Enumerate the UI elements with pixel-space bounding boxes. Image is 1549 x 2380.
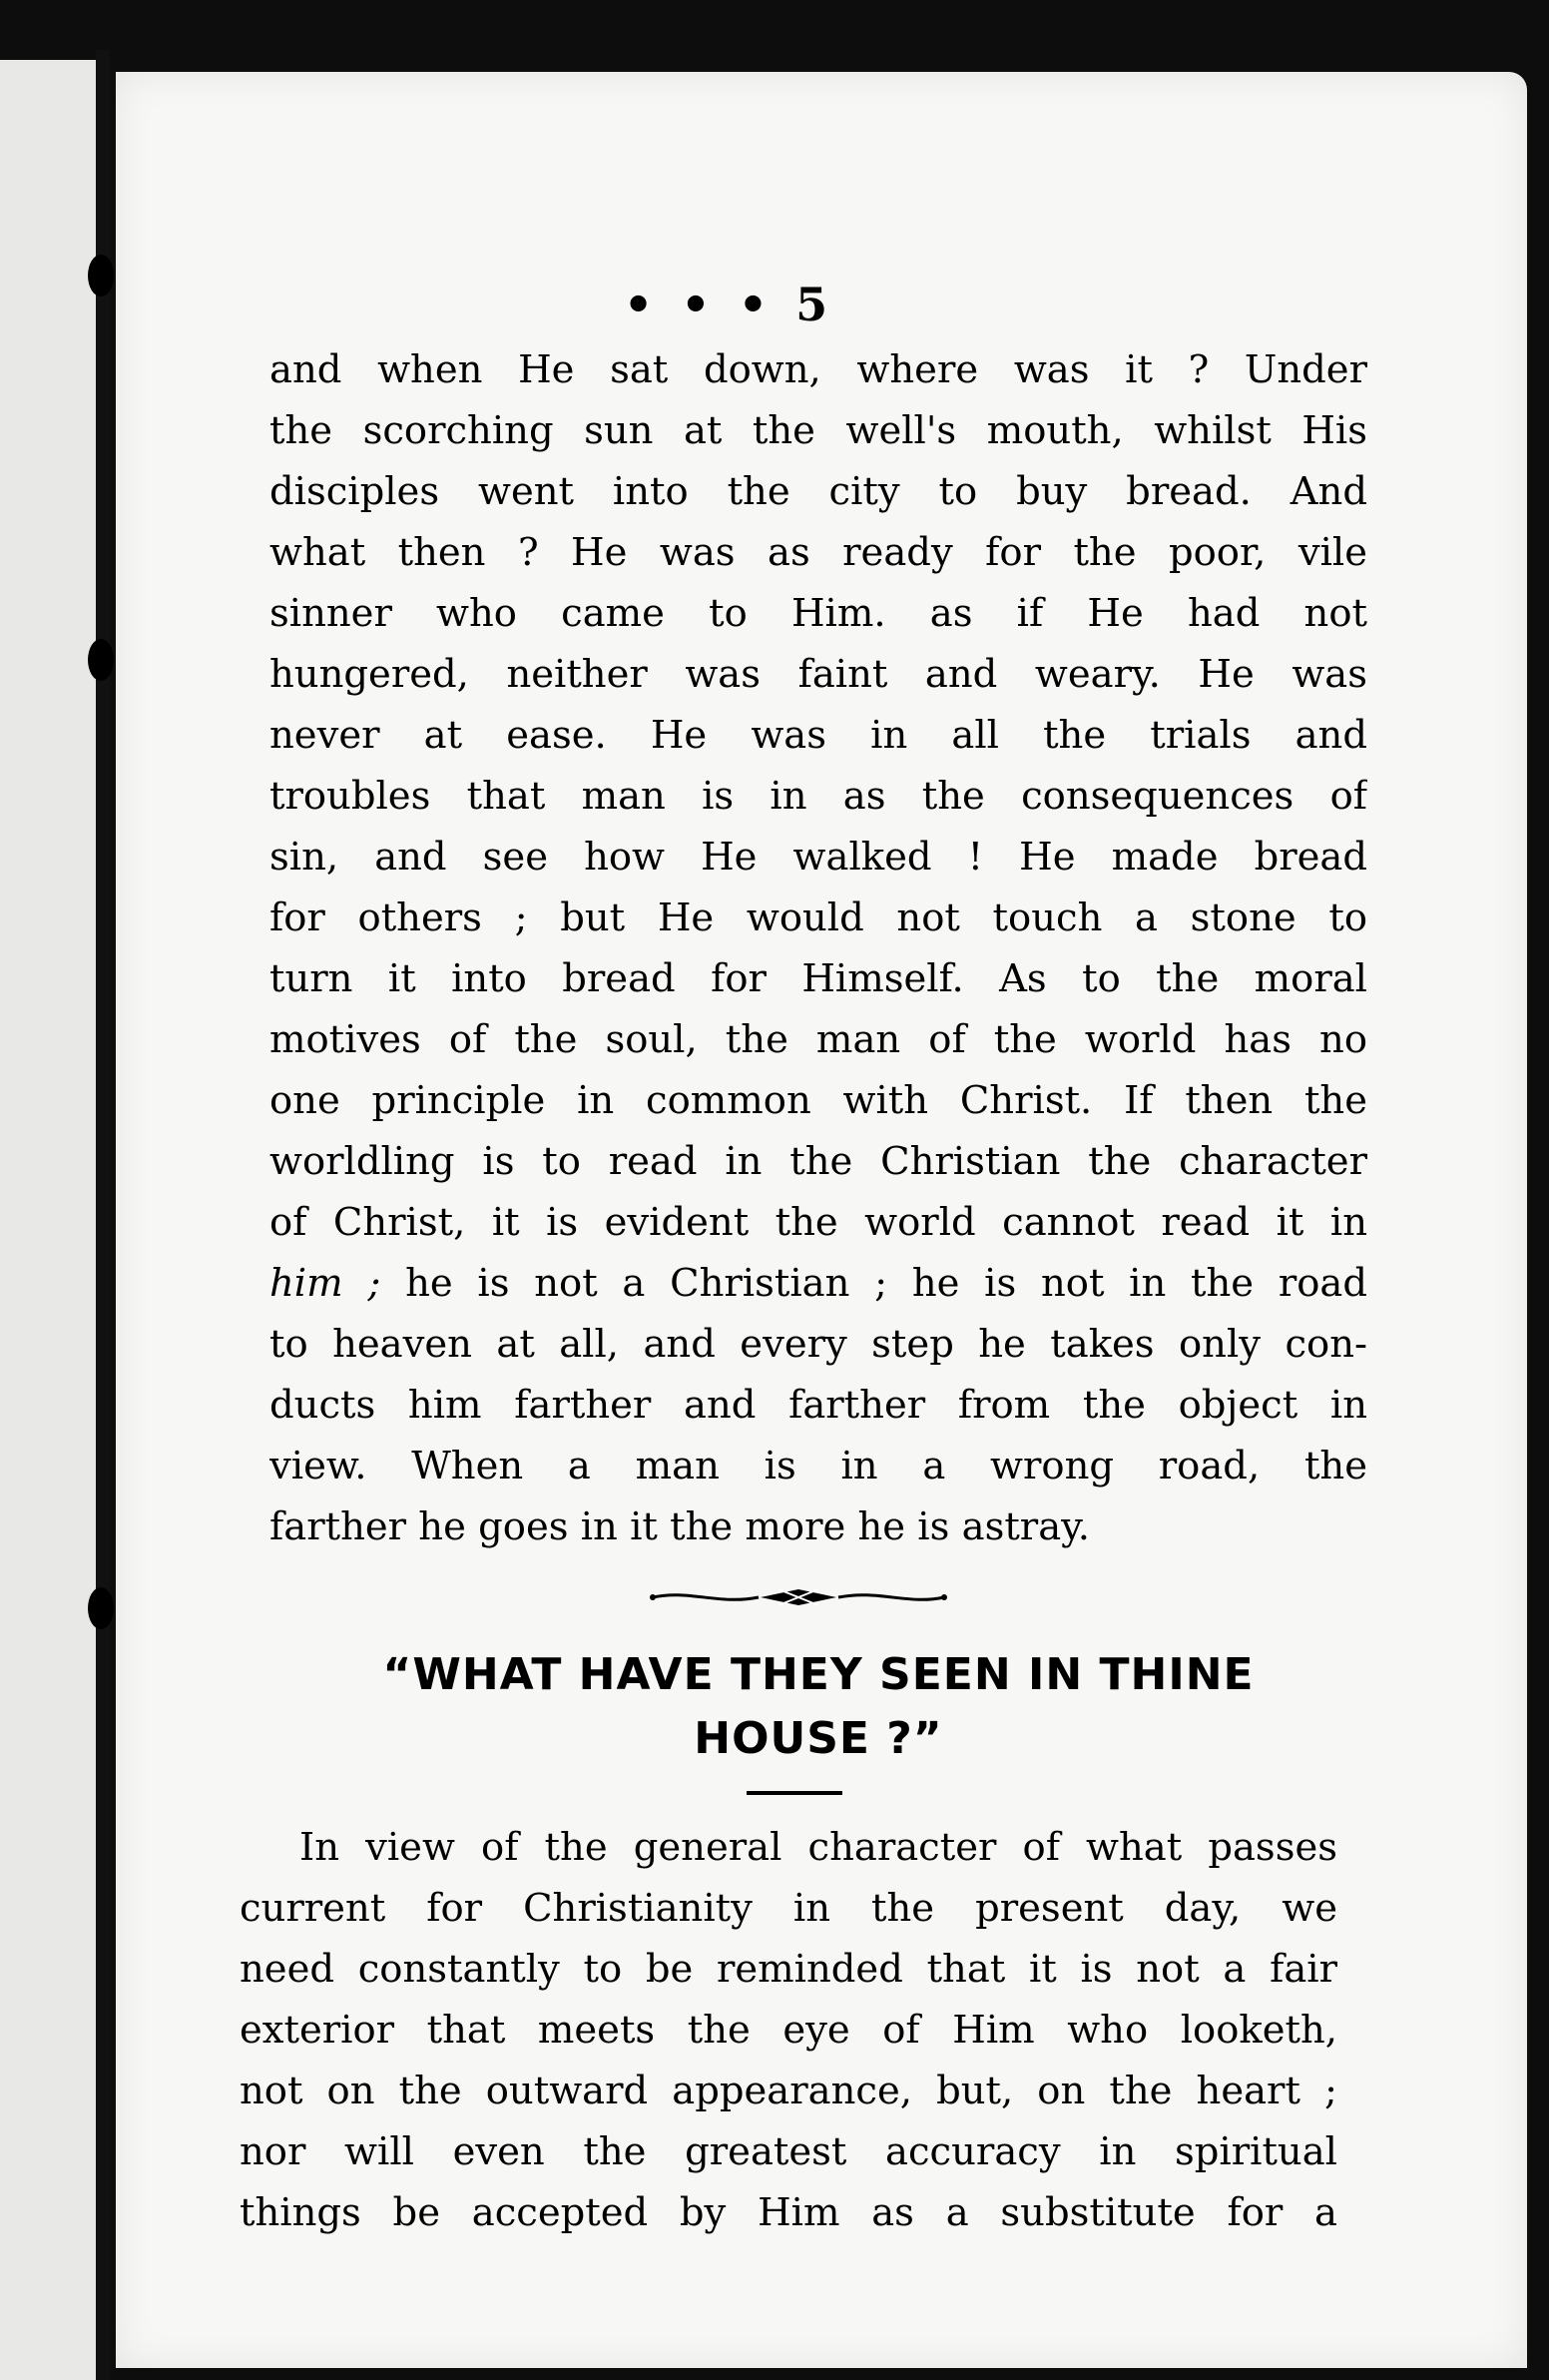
text-line: In view of the general character of what passes [299, 1825, 1337, 1870]
italic-word: him ; [269, 1261, 381, 1306]
binding-stitch [88, 1587, 114, 1629]
text-line: never at ease. He was in all the trials and [269, 713, 1367, 758]
text-line: the scorching sun at the well's mouth, whilst His [269, 408, 1367, 453]
heading-line: “WHAT HAVE THEY SEEN IN THINE [382, 1649, 1255, 1700]
heading-rule [747, 1791, 842, 1795]
text-line: farther he goes in it the more he is astray. [269, 1504, 1091, 1549]
text-line: hungered, neither was faint and weary. He was [269, 652, 1367, 697]
text-line: view. When a man is in a wrong road, the [269, 1444, 1367, 1488]
text-line: turn it into bread for Himself. As to the moral [269, 956, 1367, 1001]
text-line: one principle in common with Christ. If then the [269, 1078, 1367, 1123]
text-line: motives of the soul, the man of the world has no [269, 1017, 1367, 1062]
book-spine [96, 50, 110, 2380]
text-line: worldling is to read in the Christian the character [269, 1139, 1367, 1184]
text-line: of Christ, it is evident the world cannot read it in [269, 1200, 1367, 1245]
binding-stitch [88, 639, 114, 681]
text-line: exterior that meets the eye of Him who looketh, [240, 2008, 1337, 2053]
paragraph-1 [269, 339, 1367, 1557]
text-line: for others ; but He would not touch a stone to [269, 895, 1367, 940]
facing-page-edge [0, 60, 108, 2380]
binding-stitch [88, 255, 114, 297]
heading-line: HOUSE ?” [694, 1713, 943, 1764]
text-line: need constantly to be reminded that it is not a fair [240, 1947, 1337, 1992]
page-number: • • • 5 [623, 278, 834, 331]
text-line: sinner who came to Him. as if He had not [269, 591, 1367, 636]
text-line: what then ? He was as ready for the poor, vile [269, 530, 1367, 575]
ornament-divider [649, 1585, 948, 1609]
text-line: things be accepted by Him as a substitute for a [240, 2190, 1337, 2235]
text-line: disciples went into the city to buy bread. And [269, 469, 1367, 514]
text-line: to heaven at all, and every step he takes only con- [269, 1322, 1367, 1367]
text-line: not on the outward appearance, but, on the heart ; [240, 2069, 1337, 2113]
text-line: ducts him farther and farther from the object in [269, 1383, 1367, 1428]
text-line: current for Christianity in the present day, we [240, 1886, 1337, 1931]
paragraph-2 [240, 1817, 1337, 2243]
text-line: nor will even the greatest accuracy in spiritual [240, 2129, 1337, 2174]
text-line-with-italic [269, 1253, 1367, 1314]
text-line: and when He sat down, where was it ? Under [269, 347, 1367, 392]
section-heading [269, 1643, 1367, 1771]
text-line: troubles that man is in as the consequences of [269, 774, 1367, 819]
text-line: sin, and see how He walked ! He made bread [269, 835, 1367, 880]
text-line-rest: he is not a Christian ; he is not in the road [405, 1261, 1367, 1306]
